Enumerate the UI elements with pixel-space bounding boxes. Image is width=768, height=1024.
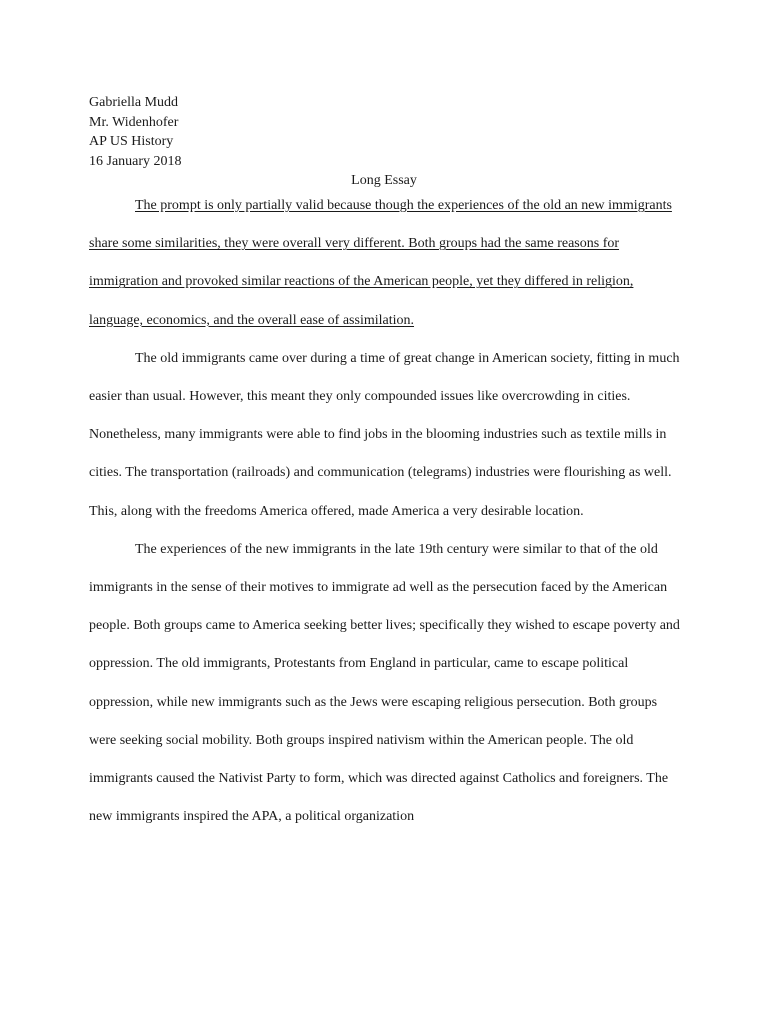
thesis-paragraph — [89, 187, 684, 340]
body-paragraph-2: The experiences of the new immigrants in the late 19th century were similar to that of the old immigrants in the sense of their motives to immigrate ad well as the persecution faced by the American people. Both groups came to America seeking better lives; specifically they wished to escape poverty and oppression. The old immigrants, Protestants from England in particular, came to escape political oppression, while new immigrants such as the Jews were escaping religious persecution. Both groups were seeking social mobility. Both groups inspired nativism within the American people. The old immigrants caused the Nativist Party to form, which was directed against Catholics and foreigners. The new immigrants inspired the APA, a political organization — [89, 541, 680, 825]
essay-body — [89, 187, 684, 836]
student-name: Gabriella Mudd — [89, 95, 179, 110]
course-name: AP US History — [89, 134, 174, 149]
body-paragraph-1: The old immigrants came over during a time of great change in American society, fitting in much easier than usual. However, this meant they only compounded issues like overcrowding in cities. Nonetheless, many immigrants were able to find jobs in the blooming industries such as textile mills in cities. The transportation (railroads) and communication (telegrams) industries were flourishing as well. This, along with the freedoms America offered, made America a very desirable location. — [89, 350, 680, 519]
teacher-name: Mr. Widenhofer — [89, 114, 179, 130]
thesis-text: The prompt is only partially valid because though the experiences of the old an new immigrants share some similarities, they were overall very different. Both groups had the same reasons for immigration and provoked similar reactions of the American people, yet they differed in religion, language, economics, and the overall ease of assimilation. — [89, 198, 672, 328]
essay-date: 16 January 2018 — [89, 153, 182, 169]
essay-title: Long Essay — [351, 173, 417, 188]
essay-heading — [89, 93, 689, 171]
